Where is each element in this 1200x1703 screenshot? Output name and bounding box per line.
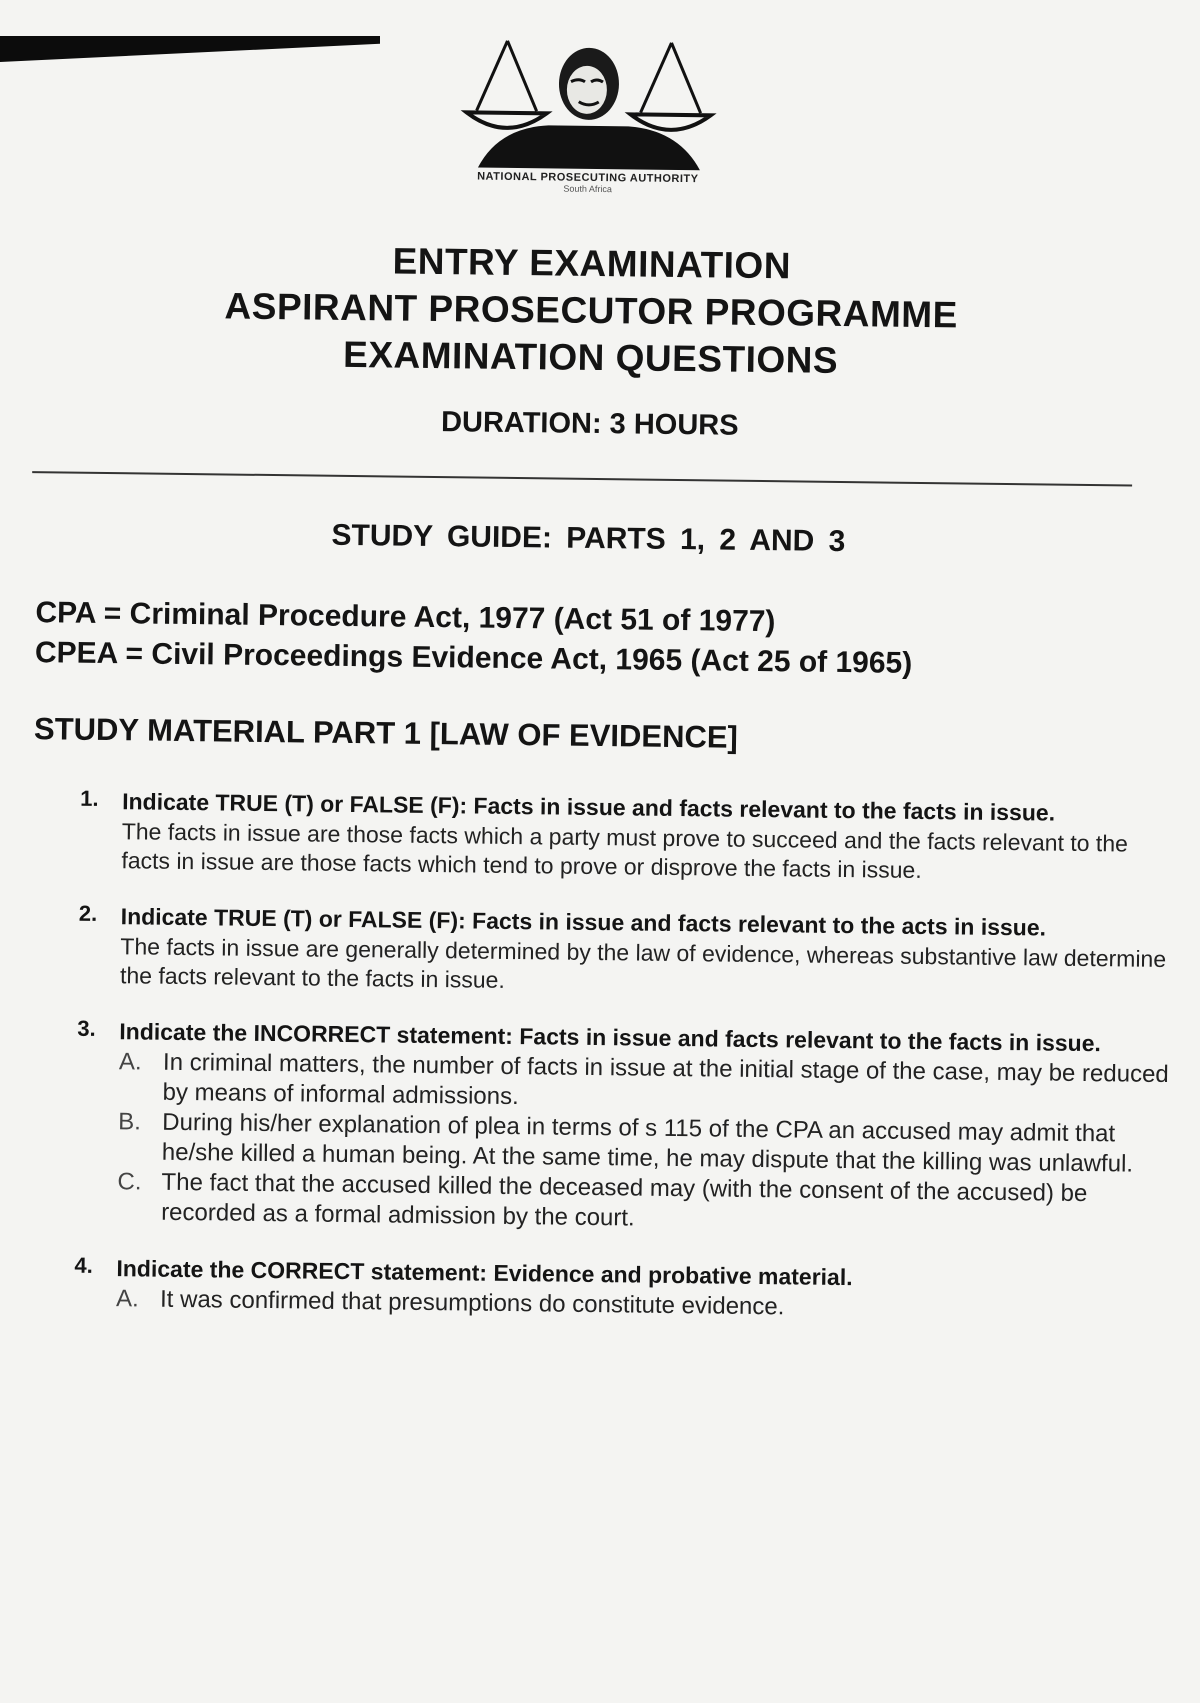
option-text: In criminal matters, the number of facts in issue at the initial stage of the case, may be reduced by means of informal admissions. xyxy=(162,1048,1169,1111)
question-number: 4. xyxy=(74,1252,94,1278)
question-2 xyxy=(58,900,1179,1003)
exam-duration: DURATION: 3 HOURS xyxy=(440,406,739,442)
question-heading: Indicate the INCORRECT statement: Facts in issue and facts relevant to the facts in issue. xyxy=(119,1018,1102,1057)
option-letter: A. xyxy=(118,1048,142,1076)
question-list xyxy=(54,785,1181,1353)
question-heading: Indicate TRUE (T) or FALSE (F): Facts in issue and facts relevant to the facts in issue. xyxy=(122,788,1056,826)
part-heading: STUDY MATERIAL PART 1 [LAW OF EVIDENCE] xyxy=(33,711,739,755)
title-line-1: ENTRY EXAMINATION xyxy=(392,240,792,287)
question-4 xyxy=(54,1252,1175,1327)
abbreviation-cpa: CPA = Criminal Procedure Act, 1977 (Act 51 of 1977) xyxy=(35,596,776,639)
question-number: 2. xyxy=(78,900,98,926)
question-1 xyxy=(59,785,1180,888)
option-letter: B. xyxy=(118,1108,142,1136)
npa-logo xyxy=(418,32,760,206)
divider xyxy=(32,471,1132,486)
question-number: 3. xyxy=(77,1015,96,1041)
option-text: It was confirmed that presumptions do constitute evidence. xyxy=(159,1285,785,1321)
exam-title-block xyxy=(0,233,1187,389)
question-statement: The facts in issue are generally determined by the law of evidence, whereas substantive law determine the facts relevant to the facts in issue. xyxy=(119,933,1167,993)
study-guide-heading: STUDY GUIDE: PARTS 1, 2 AND 3 xyxy=(331,518,846,559)
question-heading: Indicate the CORRECT statement: Evidence and probative material. xyxy=(116,1255,853,1291)
question-3 xyxy=(55,1015,1177,1240)
scales-of-justice-icon xyxy=(438,32,740,176)
option-text: The fact that the accused killed the deceased may (with the consent of the accused) be recorded as a formal admission by the court. xyxy=(160,1168,1088,1232)
question-statement: The facts in issue are those facts which a party must prove to succeed and the facts relevant to the facts in issue are those facts which tend to prove or disprove the facts in issue. xyxy=(121,818,1129,883)
logo-org-name: NATIONAL PROSECUTING AUTHORITY xyxy=(477,170,699,186)
logo-country: South Africa xyxy=(563,183,613,195)
title-line-3: EXAMINATION QUESTIONS xyxy=(342,333,839,381)
option-text: During his/her explanation of plea in terms of s 115 of the CPA an accused may admit that he/she killed a human being. At the same time, he may dispute that the killing was unlawful. xyxy=(161,1108,1134,1178)
question-number: 1. xyxy=(80,785,99,811)
option-letter: C. xyxy=(117,1168,142,1196)
abbreviation-cpea: CPEA = Civil Proceedings Evidence Act, 1965 (Act 25 of 1965) xyxy=(34,636,913,680)
abbreviations xyxy=(35,593,913,684)
option-c xyxy=(117,1167,1176,1240)
title-line-2: ASPIRANT PROSECUTOR PROGRAMME xyxy=(224,285,959,336)
question-heading: Indicate TRUE (T) or FALSE (F): Facts in issue and facts relevant to the acts in issue. xyxy=(120,903,1047,941)
option-letter: A. xyxy=(115,1285,139,1313)
